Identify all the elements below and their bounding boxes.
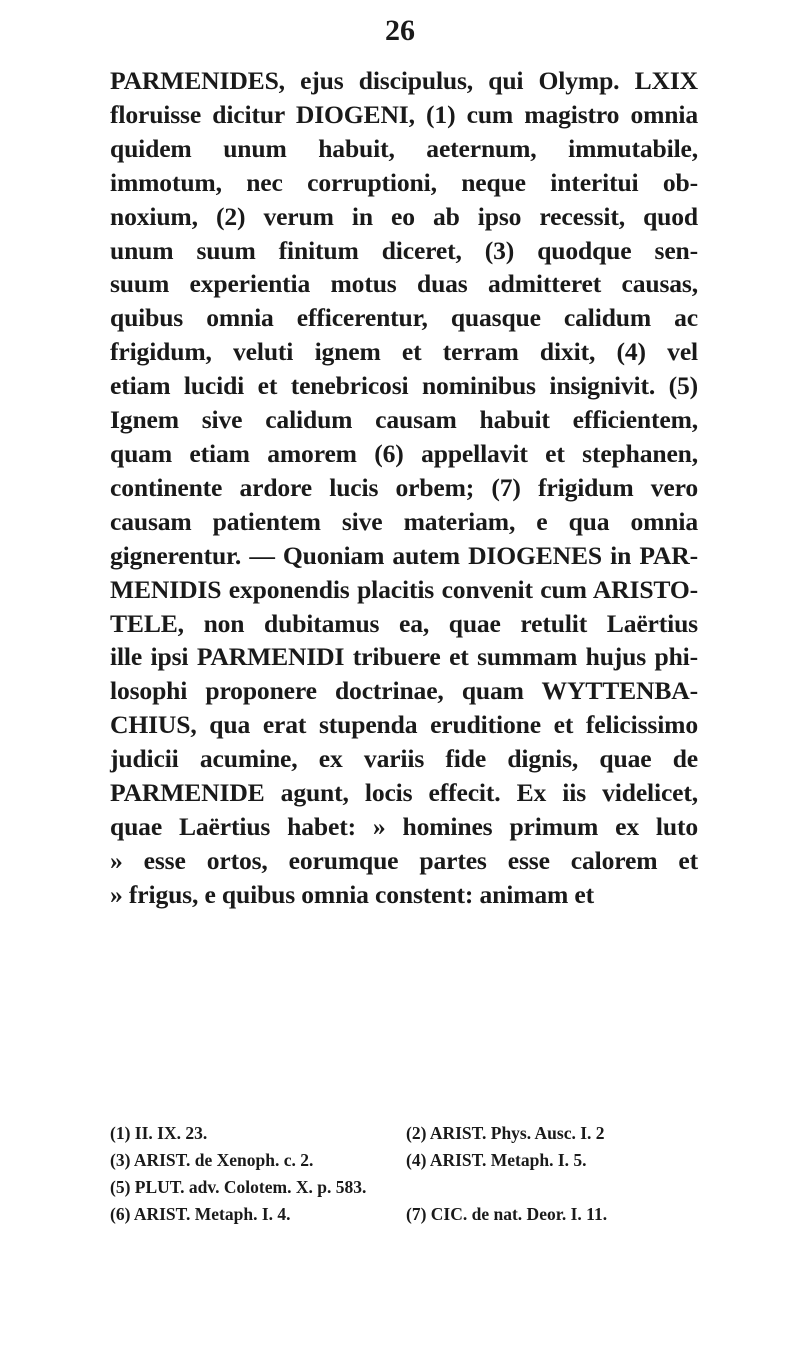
text-line: frigidum, veluti ignem et terram dixit, (4) vel [110,337,698,367]
footnote: (2) ARIST. Phys. Ausc. I. 2 [406,1123,605,1143]
footnote: (6) ARIST. Metaph. I. 4. [110,1204,291,1224]
text-line: floruisse dicitur DIOGENI, (1) cum magistro omnia [110,99,698,129]
text-line: PARMENIDE agunt, locis effecit. Ex iis videlicet, [110,778,698,808]
text-line: Ignem sive calidum causam habuit efficientem, [110,405,698,435]
text-line: suum experientia motus duas admitteret causas, [110,269,698,299]
text-line: noxium, (2) verum in eo ab ipso recessit, quod [110,201,698,231]
text-line: judicii acumine, ex variis fide dignis, quae de [110,744,698,774]
footnote: (3) ARIST. de Xenoph. c. 2. [110,1150,314,1170]
page-number: 26 [385,14,415,47]
text-line: losophi proponere doctrinae, quam WYTTENBA- [110,676,698,706]
text-line: MENIDIS exponendis placitis convenit cum ARISTO- [110,574,698,604]
footnote: (4) ARIST. Metaph. I. 5. [406,1150,587,1170]
text-line: quae Laërtius habet: » homines primum ex luto [110,811,698,841]
footnote: (1) II. IX. 23. [110,1123,208,1143]
text-line: quidem unum habuit, aeternum, immutabile, [110,133,698,163]
footnote-row [110,1120,710,1147]
text-line: continente ardore lucis orbem; (7) frigidum vero [110,472,698,502]
footnote: (7) CIC. de nat. Deor. I. 11. [406,1204,608,1224]
text-line: quam etiam amorem (6) appellavit et stephanen, [110,438,698,468]
footnote: (5) PLUT. adv. Colotem. X. p. 583. [110,1177,367,1197]
text-line: PARMENIDES, ejus discipulus, qui Olymp. LXIX [110,66,698,95]
text-line: TELE, non dubitamus ea, quae retulit Laërtius [110,608,698,638]
text-line: unum suum finitum diceret, (3) quodque sen- [110,235,698,265]
footnote-row [110,1201,710,1228]
footnote-row [110,1174,710,1201]
text-line: gignerentur. — Quoniam autem DIOGENES in PAR- [110,540,698,570]
body-text [110,64,698,912]
text-line: » frigus, e quibus omnia constent: animam et [110,879,594,909]
text-line: CHIUS, qua erat stupenda eruditione et felicissimo [110,710,698,740]
footnotes [110,1120,710,1228]
footnote-row [110,1147,710,1174]
text-line: immotum, nec corruptioni, neque interitui ob- [110,167,698,197]
text-line: etiam lucidi et tenebricosi nominibus insignivit. (5) [110,371,698,401]
text-line: » esse ortos, eorumque partes esse calorem et [110,845,698,875]
text-line: ille ipsi PARMENIDI tribuere et summam hujus phi- [110,642,698,672]
text-line: causam patientem sive materiam, e qua omnia [110,506,698,536]
text-line: quibus omnia efficerentur, quasque calidum ac [110,303,698,333]
